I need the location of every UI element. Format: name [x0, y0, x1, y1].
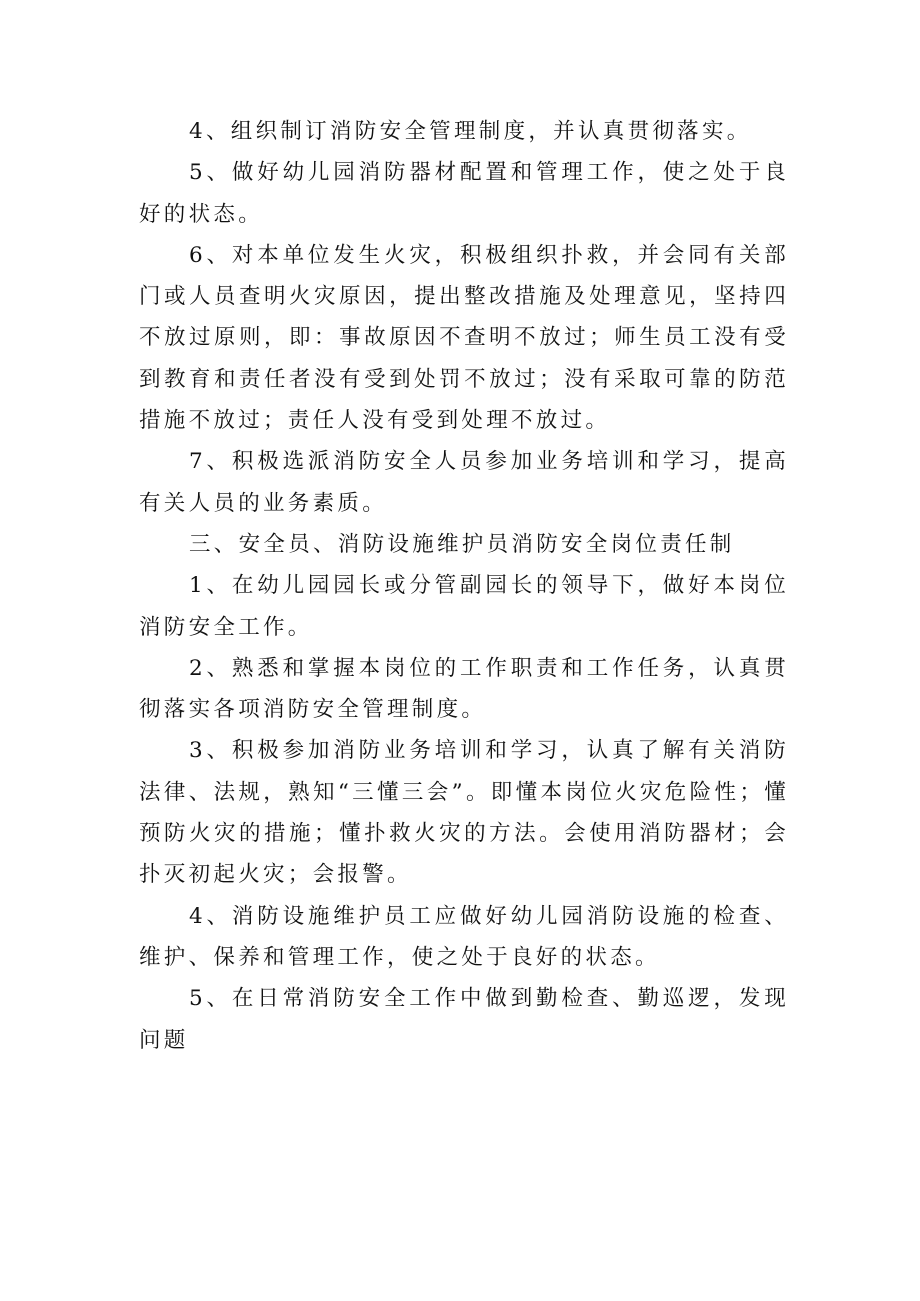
paragraph-item-5-inspection: 5、在日常消防安全工作中做到勤检查、勤巡逻，发现问题: [139, 986, 789, 1053]
paragraph-item-2-duties: 2、熟悉和掌握本岗位的工作职责和工作任务，认真贯彻落实各项消防安全管理制度。: [139, 655, 789, 723]
paragraph-item-5-equipment: 5、做好幼儿园消防器材配置和管理工作，使之处于良好的状态。: [139, 160, 789, 227]
document-body: [139, 111, 789, 1061]
section-heading-safety-officer: 三、安全员、消防设施维护员消防安全岗位责任制: [189, 531, 735, 557]
paragraph-item-4-maintenance: 4、消防设施维护员工应做好幼儿园消防设施的检查、维护、保养和管理工作，使之处于良好的状态。: [139, 903, 789, 970]
paragraph-item-4-fire-rules: 4、组织制订消防安全管理制度，并认真贯彻落实。: [189, 119, 752, 144]
paragraph-item-7-training: 7、积极选派消防安全人员参加业务培训和学习，提高有关人员的业务素质。: [139, 449, 789, 516]
paragraph-item-6-fire-response: 6、对本单位发生火灾，积极组织扑救，并会同有关部门或人员查明火灾原因，提出整改措施及处理意见，坚持四不放过原则，即：事故原因不查明不放过；师生员工没有受到教育和责任者没有受到处罚不放过；没有采取可靠的防范措施不放过；责任人没有受到处理不放过。: [139, 242, 789, 434]
paragraph-item-1-leadership: 1、在幼儿园园长或分管副园长的领导下，做好本岗位消防安全工作。: [139, 573, 789, 640]
paragraph-item-3-three-knows: 3、积极参加消防业务培训和学习，认真了解有关消防法律、法规，熟知“三懂三会”。即懂本岗位火灾危险性；懂预防火灾的措施；懂扑救火灾的方法。会使用消防器材；会扑灭初起火灾；会报警。: [139, 738, 789, 888]
